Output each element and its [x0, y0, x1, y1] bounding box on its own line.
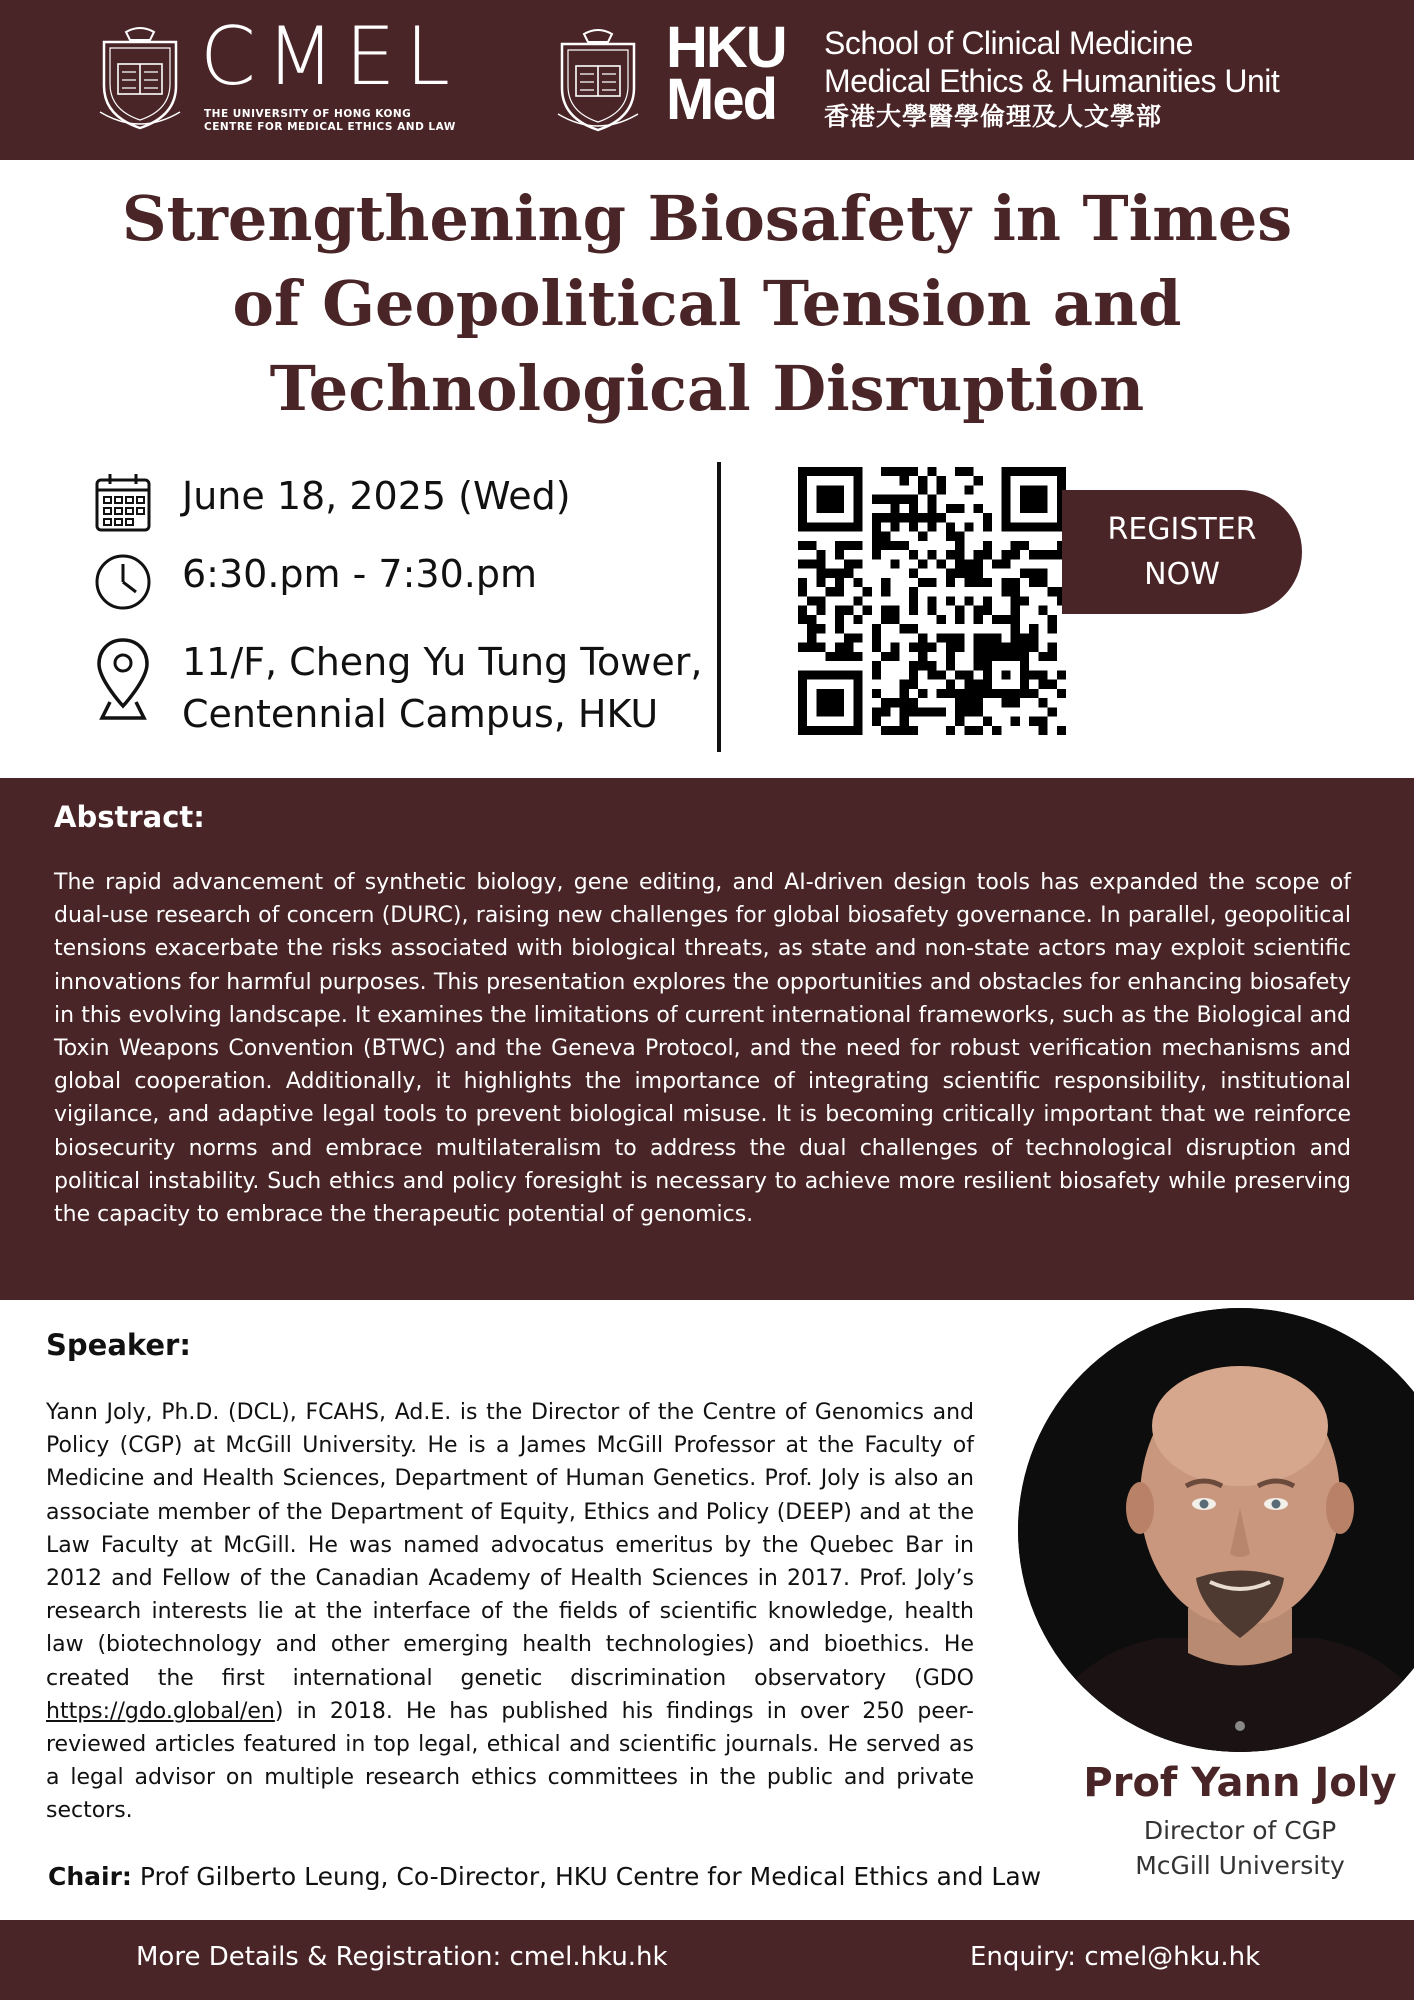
cmel-subtitle-line2: CENTRE FOR MEDICAL ETHICS AND LAW — [204, 121, 456, 133]
speaker-name: Prof Yann Joly — [1083, 1760, 1397, 1806]
clock-icon — [94, 548, 152, 612]
abstract-heading: Abstract: — [54, 800, 205, 834]
abstract-section — [0, 778, 1414, 1300]
event-time: 6:30.pm - 7:30.pm — [182, 552, 537, 596]
speaker-photo — [1018, 1308, 1414, 1752]
event-title — [30, 176, 1384, 431]
speaker-bio-part2: ) in 2018. He has published his findings in over 250 peer-reviewed articles featured in top legal, ethical and scientific journals. He served as a legal advisor on multiple research ethics committees in the public and private sectors. — [46, 1698, 974, 1824]
chair-name: Prof Gilberto Leung, Co-Director, HKU Centre for Medical Ethics and Law — [131, 1862, 1042, 1891]
speaker-affiliation: McGill University — [1135, 1851, 1345, 1880]
footer-details-link[interactable]: More Details & Registration: cmel.hku.hk — [136, 1942, 668, 1972]
university-crest-icon — [96, 24, 184, 134]
chair-label: Chair: — [48, 1862, 132, 1891]
header-banner — [0, 0, 1414, 160]
gdo-link[interactable]: https://gdo.global/en — [46, 1698, 275, 1724]
speaker-role: Director of CGP — [1143, 1816, 1337, 1845]
footer-bar — [0, 1920, 1414, 2000]
venue-line1: 11/F, Cheng Yu Tung Tower, — [182, 640, 703, 684]
event-date-row — [94, 470, 571, 534]
calendar-icon — [94, 470, 152, 534]
cmel-subtitle-line1: THE UNIVERSITY OF HONG KONG — [204, 108, 412, 120]
abstract-body: The rapid advancement of synthetic biology, gene editing, and AI-driven design tools has expanded the scope of dual-use research of concern (DURC), raising new challenges for global biosafety governance. In parallel, geopolitical tensions exacerbate the risks associated with biological threats, as state and non-state actors may exploit scientific innovations for harmful purposes. This presentation explores the opportunities and obstacles for enhancing biosafety in this evolving landscape. It examines the limitations of current international frameworks, such as the Biological and Toxin Weapons Convention (BTWC) and the Geneva Protocol, and the need for robust verification mechanisms and global cooperation. Additionally, it highlights the importance of integrating scientific responsibility, institutional vigilance, and adaptive legal tools to prevent biological misuse. It is becoming critically important that we reinforce biosecurity norms and embrace multilateralism to address the dual challenges of technological disruption and political instability. Such ethics and policy foresight is necessary to achieve more resilient biosafety while preserving the capacity to embrace the therapeutic potential of genomics. — [54, 870, 1351, 1228]
school-name — [824, 24, 1279, 100]
title-line1: Strengthening Biosafety in Times — [121, 182, 1293, 255]
speaker-heading: Speaker: — [46, 1328, 191, 1362]
cmel-wordmark: CMEL — [200, 10, 460, 103]
register-line1: REGISTER — [1107, 512, 1257, 547]
title-line3: Technological Disruption — [269, 352, 1145, 425]
register-now-button[interactable] — [1062, 490, 1302, 614]
school-name-chinese: 香港大學醫學倫理及人文學部 — [824, 102, 1163, 131]
event-time-row — [94, 548, 537, 612]
school-line1: School of Clinical Medicine — [824, 25, 1193, 61]
qr-code[interactable] — [798, 467, 1066, 735]
register-line2: NOW — [1144, 557, 1220, 592]
speaker-bio-part1: Yann Joly, Ph.D. (DCL), FCAHS, Ad.E. is the Director of the Centre of Genomics and Policy (CGP) at McGill University. He is a James McGill Professor at the Faculty of Medicine and Health Sciences, Department of Human Genetics. Prof. Joly is also an associate member of the Department of Equity, Ethics and Policy (DEEP) and at the Law Faculty at McGill. He was named advocatus emeritus by the Quebec Bar in 2012 and Fellow of the Canadian Academy of Health Sciences in 2017. Prof. Joly’s research interests lie at the interface of the fields of scientific knowledge, health law (biotechnology and other emerging health technologies) and bioethics. He created the first international genetic discrimination observatory (GDO — [46, 1400, 974, 1691]
hku-med-logo — [666, 15, 786, 132]
school-line2: Medical Ethics & Humanities Unit — [824, 63, 1280, 99]
cmel-subtitle — [204, 108, 456, 134]
event-venue-row — [94, 636, 702, 740]
venue-line2: Centennial Campus, HKU — [182, 692, 659, 736]
hku-logo-line1: HKU — [666, 15, 786, 80]
event-date: June 18, 2025 (Wed) — [182, 474, 571, 518]
chair-line — [48, 1862, 1041, 1891]
hku-logo-line2: Med — [666, 67, 776, 132]
footer-enquiry-email[interactable]: Enquiry: cmel@hku.hk — [970, 1942, 1261, 1972]
speaker-bio — [46, 1396, 974, 1828]
university-crest-icon — [554, 26, 642, 136]
location-pin-icon — [94, 636, 152, 722]
info-divider — [717, 462, 721, 752]
event-venue — [182, 636, 702, 740]
title-line2: of Geopolitical Tension and — [232, 267, 1182, 340]
